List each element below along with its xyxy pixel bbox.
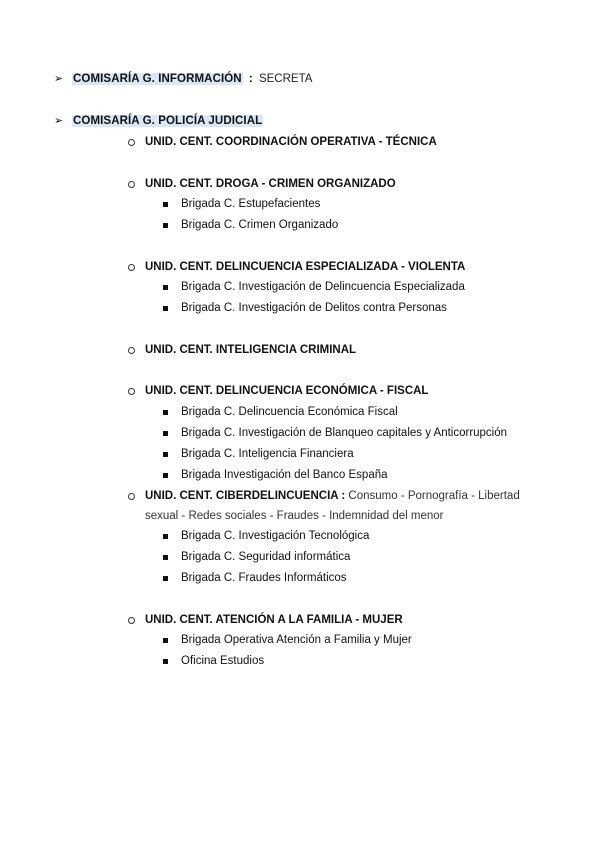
circle-bullet-icon	[128, 264, 135, 271]
arrow-bullet-icon: ➢	[54, 73, 64, 85]
circle-bullet-icon	[128, 493, 135, 500]
unit-heading: UNID. CENT. ATENCIÓN A LA FAMILIA - MUJER	[145, 614, 403, 626]
unit-heading: UNID. CENT. DELINCUENCIA ECONÓMICA - FISCAL	[145, 385, 429, 397]
circle-bullet-icon	[128, 617, 135, 624]
brigade-item: Brigada C. Investigación de Blanqueo capitales y Anticorrupción	[181, 427, 508, 439]
arrow-bullet-icon: ➢	[54, 115, 64, 127]
brigade-item: Brigada C. Fraudes Informáticos	[181, 572, 347, 584]
square-bullet-icon	[163, 576, 168, 581]
square-bullet-icon	[163, 638, 168, 643]
square-bullet-icon	[163, 410, 168, 415]
square-bullet-icon	[163, 555, 168, 560]
square-bullet-icon	[163, 285, 168, 290]
brigade-item: Brigada C. Investigación de Delitos contra Personas	[181, 302, 447, 314]
square-bullet-icon	[163, 452, 168, 457]
square-bullet-icon	[163, 534, 168, 539]
brigade-item: Brigada C. Seguridad informática	[181, 551, 351, 563]
unit-detail: Consumo - Pornografía - Libertad	[348, 490, 520, 502]
brigade-item: Brigada C. Investigación de Delincuencia Especializada	[181, 281, 465, 293]
brigade-item: Brigada C. Crimen Organizado	[181, 219, 339, 231]
section-title: COMISARÍA G. POLICÍA JUDICIAL	[73, 115, 263, 127]
brigade-item: Oficina Estudios	[181, 655, 265, 667]
unit-heading: UNID. CENT. COORDINACIÓN OPERATIVA - TÉCNICA	[145, 136, 437, 148]
brigade-item: Brigada Investigación del Banco España	[181, 469, 388, 481]
unit-title: UNID. CENT. CIBERDELINCUENCIA :	[145, 490, 346, 502]
unit-heading: UNID. CENT. DELINCUENCIA ESPECIALIZADA - VIOLENTA	[145, 261, 466, 273]
circle-bullet-icon	[128, 347, 135, 354]
square-bullet-icon	[163, 659, 168, 664]
unit-heading-ciberdelincuencia	[145, 489, 520, 503]
square-bullet-icon	[163, 223, 168, 228]
brigade-item: Brigada C. Inteligencia Financiera	[181, 448, 354, 460]
unit-detail-continued: sexual - Redes sociales - Fraudes - Indemnidad del menor	[145, 510, 444, 522]
section-heading-policia-judicial	[72, 114, 263, 128]
square-bullet-icon	[163, 473, 168, 478]
brigade-item: Brigada C. Estupefacientes	[181, 198, 321, 210]
title-separator: :	[248, 73, 253, 85]
circle-bullet-icon	[128, 181, 135, 188]
unit-heading: UNID. CENT. DROGA - CRIMEN ORGANIZADO	[145, 178, 396, 190]
section-detail: SECRETA	[258, 73, 313, 85]
brigade-item: Brigada C. Delincuencia Económica Fiscal	[181, 406, 398, 418]
section-title: COMISARÍA G. INFORMACIÓN	[73, 73, 242, 85]
brigade-item: Brigada Operativa Atención a Familia y Mujer	[181, 634, 412, 646]
circle-bullet-icon	[128, 139, 135, 146]
circle-bullet-icon	[128, 388, 135, 395]
section-heading-informacion	[72, 72, 312, 86]
square-bullet-icon	[163, 306, 168, 311]
square-bullet-icon	[163, 202, 168, 207]
brigade-item: Brigada C. Investigación Tecnológica	[181, 530, 370, 542]
unit-heading: UNID. CENT. INTELIGENCIA CRIMINAL	[145, 344, 357, 356]
square-bullet-icon	[163, 431, 168, 436]
